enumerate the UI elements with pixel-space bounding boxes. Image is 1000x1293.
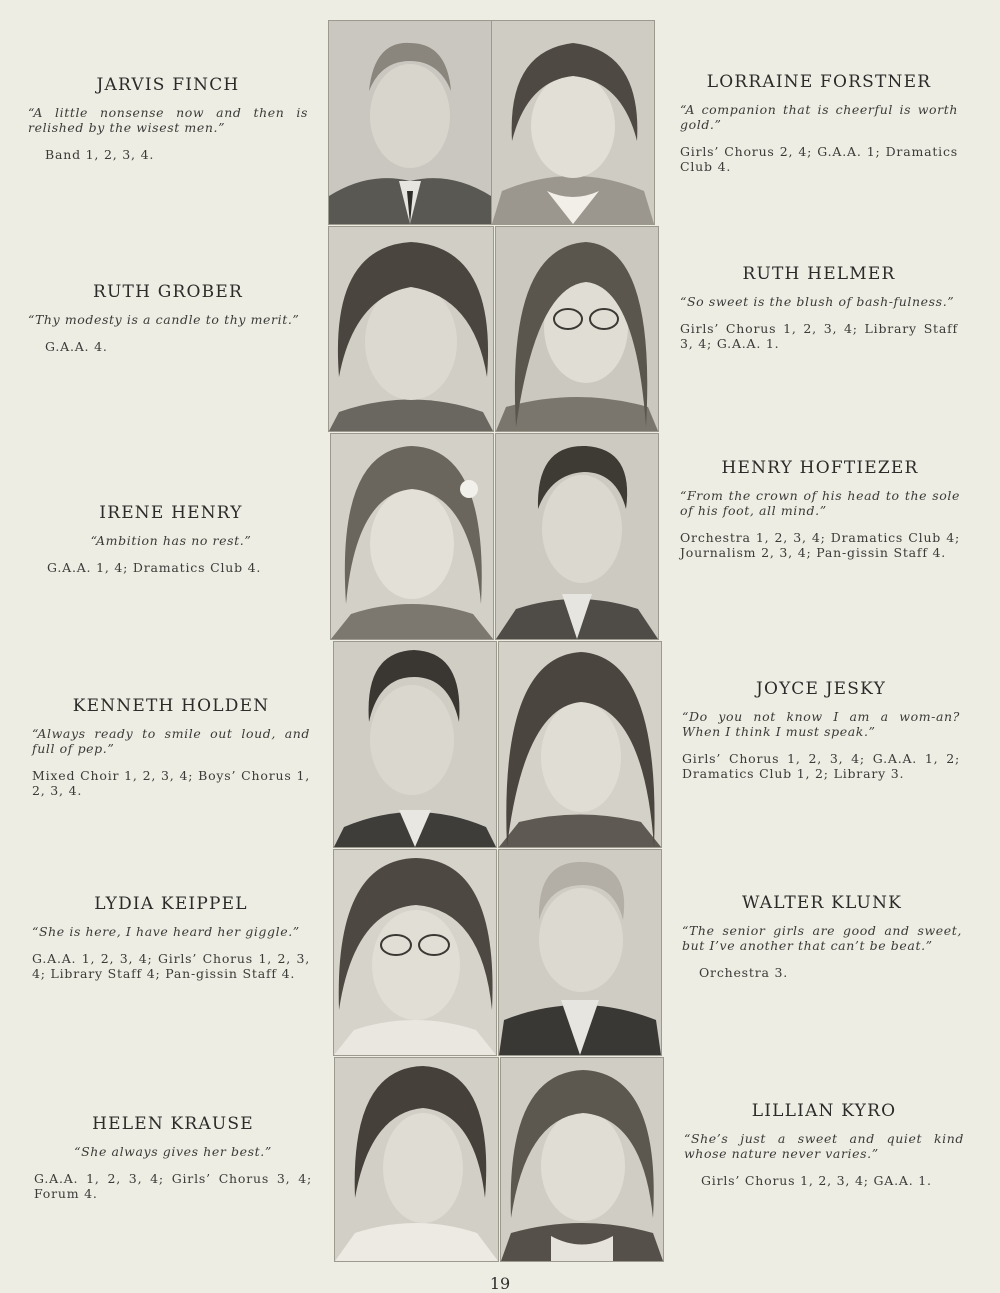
senior-entry-ruth-helmer bbox=[680, 264, 958, 351]
senior-activities: Girls’ Chorus 2, 4; G.A.A. 1; Dramatics Club 4. bbox=[680, 144, 958, 174]
senior-activities: G.A.A. 1, 2, 3, 4; Girls’ Chorus 1, 2, 3, 4; Library Staff 4; Pan-gissin Staff 4. bbox=[32, 951, 310, 981]
senior-entry-ruth-grober bbox=[28, 282, 308, 354]
portrait-photo bbox=[333, 641, 497, 848]
portrait-photo bbox=[328, 226, 494, 432]
senior-entry-walter-klunk bbox=[682, 893, 962, 980]
senior-quote: “The senior girls are good and sweet, but I’ve another that can’t be beat.” bbox=[682, 923, 962, 953]
portrait-photo bbox=[491, 20, 655, 225]
senior-entry-lorraine-forstner bbox=[680, 72, 958, 174]
senior-activities: Girls’ Chorus 1, 2, 3, 4; GA.A. 1. bbox=[701, 1173, 932, 1188]
senior-quote: “So sweet is the blush of bash-fulness.” bbox=[680, 294, 955, 309]
senior-name: HENRY HOFTIEZER bbox=[721, 458, 919, 478]
senior-name: JARVIS FINCH bbox=[96, 75, 240, 95]
senior-quote: “Always ready to smile out loud, and full of pep.” bbox=[32, 726, 310, 756]
portrait-photo bbox=[333, 849, 497, 1056]
senior-entry-helen-krause bbox=[34, 1114, 312, 1201]
senior-name: WALTER KLUNK bbox=[741, 893, 903, 913]
senior-activities: Orchestra 3. bbox=[699, 965, 789, 980]
senior-activities: Girls’ Chorus 1, 2, 3, 4; Library Staff 3, 4; G.A.A. 1. bbox=[680, 321, 958, 351]
senior-quote: “From the crown of his head to the sole of his foot, all mind.” bbox=[680, 488, 960, 518]
senior-activities: Girls’ Chorus 1, 2, 3, 4; G.A.A. 1, 2; Dramatics Club 1, 2; Library 3. bbox=[682, 751, 960, 781]
senior-quote: “She is here, I have heard her giggle.” bbox=[32, 924, 300, 939]
senior-name: IRENE HENRY bbox=[99, 503, 243, 523]
senior-entry-jarvis-finch bbox=[28, 75, 308, 162]
senior-entry-irene-henry bbox=[32, 503, 310, 575]
senior-quote: “Do you not know I am a wom-an? When I think I must speak.” bbox=[682, 709, 960, 739]
portrait-photo bbox=[498, 641, 662, 848]
senior-entry-kenneth-holden bbox=[32, 696, 310, 798]
senior-activities: G.A.A. 4. bbox=[45, 339, 108, 354]
senior-entry-joyce-jesky bbox=[682, 679, 960, 781]
portrait-photo bbox=[495, 433, 659, 640]
senior-name: LYDIA KEIPPEL bbox=[94, 894, 248, 914]
senior-name: KENNETH HOLDEN bbox=[72, 696, 270, 716]
senior-quote: “Ambition has no rest.” bbox=[90, 533, 252, 548]
portrait-photo bbox=[498, 849, 662, 1056]
senior-name: JOYCE JESKY bbox=[755, 679, 887, 699]
senior-name: LORRAINE FORSTNER bbox=[706, 72, 932, 92]
portrait-photo bbox=[328, 20, 492, 225]
senior-quote: “Thy modesty is a candle to thy merit.” bbox=[28, 312, 300, 327]
senior-entry-lydia-keippel bbox=[32, 894, 310, 981]
senior-activities: G.A.A. 1, 4; Dramatics Club 4. bbox=[47, 560, 262, 575]
senior-entry-lillian-kyro bbox=[684, 1101, 964, 1188]
senior-name: RUTH HELMER bbox=[742, 264, 896, 284]
senior-name: RUTH GROBER bbox=[93, 282, 243, 302]
senior-quote: “She’s just a sweet and quiet kind whose nature never varies.” bbox=[684, 1131, 964, 1161]
senior-quote: “She always gives her best.” bbox=[74, 1144, 272, 1159]
portrait-photo bbox=[500, 1057, 664, 1262]
senior-activities: G.A.A. 1, 2, 3, 4; Girls’ Chorus 3, 4; Forum 4. bbox=[34, 1171, 312, 1201]
senior-entry-henry-hoftiezer bbox=[680, 458, 960, 560]
page-number: 19 bbox=[489, 1274, 511, 1293]
senior-name: LILLIAN KYRO bbox=[751, 1101, 897, 1121]
senior-name: HELEN KRAUSE bbox=[92, 1114, 254, 1134]
senior-activities: Mixed Choir 1, 2, 3, 4; Boys’ Chorus 1, 2, 3, 4. bbox=[32, 768, 310, 798]
senior-activities: Orchestra 1, 2, 3, 4; Dramatics Club 4; Journalism 2, 3, 4; Pan-gissin Staff 4. bbox=[680, 530, 960, 560]
senior-quote: “A little nonsense now and then is relished by the wisest men.” bbox=[28, 105, 308, 135]
portrait-photo bbox=[495, 226, 659, 432]
portrait-photo bbox=[330, 433, 494, 640]
senior-quote: “A companion that is cheerful is worth gold.” bbox=[680, 102, 958, 132]
senior-activities: Band 1, 2, 3, 4. bbox=[45, 147, 155, 162]
portrait-photo bbox=[334, 1057, 499, 1262]
